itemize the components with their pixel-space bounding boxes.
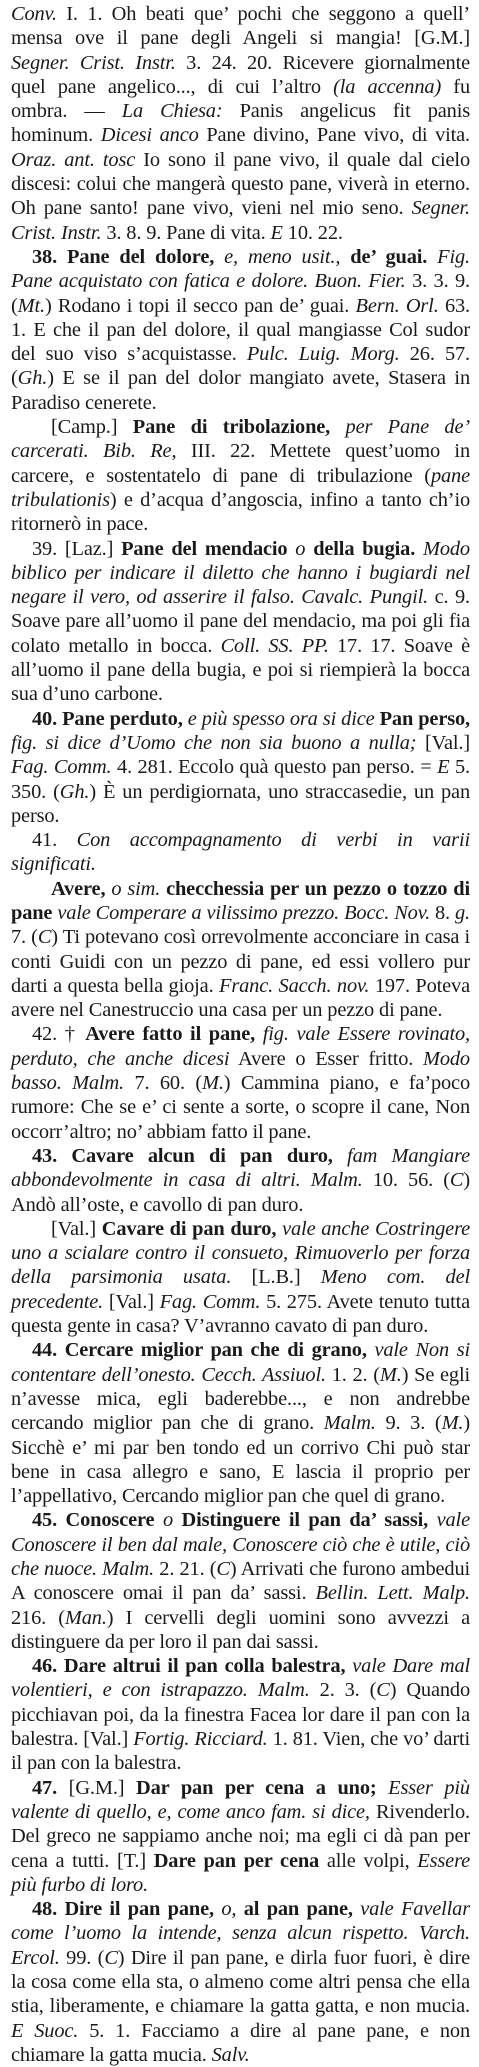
italic-text: (la accenna) xyxy=(333,75,442,98)
italic-text: Gh. xyxy=(59,780,90,803)
body-text: fu ombra. — xyxy=(11,75,470,123)
body-text: 3. 24. 20. Ricevere giornalmente quel pane angelico..., di cui l’altro xyxy=(11,51,470,98)
body-text: ) Rodano i topi il secco pan de’ guai. xyxy=(44,294,356,317)
italic-text: o, xyxy=(213,1898,244,1921)
entry-paragraph-p38b xyxy=(11,415,470,536)
headword: 43. Cavare alcun di pan duro, xyxy=(32,1144,333,1167)
body-text: 42. † xyxy=(32,1023,86,1046)
entry-paragraph-p43b xyxy=(11,1217,470,1338)
italic-text: E Suoc. xyxy=(11,2019,79,2042)
body-text: ) Arrivati che furono ambedui A conoscere omai il pan da’ sassi. xyxy=(11,1558,471,1605)
body-text: 63. 1. E che il pan del dolore, il qual mangiasse Col sudor del suo viso s’acquistasse. xyxy=(11,294,470,366)
headword: Pan perso, xyxy=(379,707,470,730)
italic-text: E xyxy=(437,756,450,779)
body-text: 99. ( xyxy=(59,1946,105,1969)
headword: Dare pan per cena xyxy=(153,1849,320,1872)
body-text: 1. 81. Vien, che vo’ darti il pan con la balestra. xyxy=(11,1728,470,1775)
italic-text: Fag. Comm. xyxy=(11,756,112,779)
italic-text: Meno com. del precedente. xyxy=(11,1266,471,1313)
italic-text: fig. si dice d’Uomo che non sia buono a nulla; xyxy=(11,731,417,754)
body-text: ) I cervelli degli uomini sono avvezzi a distinguere da per loro il pan dai sassi. xyxy=(11,1606,471,1653)
italic-text: vale Dare mal volentieri, e con istrapazzo. Malm. xyxy=(11,1655,470,1702)
body-text: Avere o Esser fritto. xyxy=(229,1047,423,1070)
italic-text: e, meno usit., xyxy=(214,245,351,268)
italic-text: C xyxy=(37,926,52,949)
body-text: 10. 22. xyxy=(282,221,343,244)
italic-text: Con accompagnamento di verbi in varii significati. xyxy=(11,829,470,876)
headword: 44. Cercare miglior pan che di grano, xyxy=(32,1339,367,1362)
body-text: 7. 60. ( xyxy=(124,1072,202,1095)
entry-paragraph-p41a xyxy=(11,877,470,1023)
body-text: 7. ( xyxy=(11,926,38,949)
italic-text: Esser più valente di quello, e, come anco fam. si dice, xyxy=(11,1776,470,1823)
body-text: 41. xyxy=(32,829,77,852)
body-text: 2. 3. ( xyxy=(309,1679,377,1702)
entry-paragraph-p48 xyxy=(11,1897,470,2067)
body-text: III. 22. Mettete quest’uomo in carcere, e sostentatelo di pane di tribulazione ( xyxy=(11,440,470,487)
italic-text: M. xyxy=(441,1412,464,1435)
body-text: 39. [Laz.] xyxy=(32,537,122,560)
body-text: 4. 281. Eccolo quà questo pan perso. = xyxy=(111,756,438,779)
italic-text: Segner. Crist. Instr. xyxy=(11,51,176,74)
body-text: [Val.] xyxy=(103,1290,160,1313)
headword: 45. Conoscere xyxy=(32,1509,155,1532)
body-text: 197. Poteva avere nel Canestruccio una casa per un pezzo di pane. xyxy=(11,974,471,1022)
entry-paragraph-p45 xyxy=(11,1508,470,1654)
body-text: [G.M.] xyxy=(57,1776,137,1799)
italic-text: Essere più furbo di loro. xyxy=(11,1849,471,1896)
italic-text: Franc. Sacch. nov. xyxy=(219,974,370,997)
body-text: 5. 350. ( xyxy=(11,756,470,803)
headword: 47. xyxy=(32,1776,58,1799)
headword: della bugia. xyxy=(313,537,416,560)
italic-text: pane tribulationis xyxy=(11,464,470,511)
italic-text: Dicesi anco xyxy=(100,124,199,147)
body-text: 5. 275. Avete tenuto tutta questa gente in casa? V’avranno cavato di pan duro. xyxy=(11,1290,471,1338)
headword: Dar pan per cena a uno; xyxy=(136,1776,377,1799)
italic-text: o xyxy=(154,1509,182,1532)
entry-paragraph-p37cont xyxy=(11,2,470,245)
body-text: 17. 17. Soave è all’uomo il pane della bugia, e poi si riempierà la bocca sua d’uno carbone. xyxy=(11,634,470,706)
italic-text: o xyxy=(287,537,314,560)
headword: 48. Dire il pan pane, xyxy=(32,1898,214,1921)
entry-paragraph-p39 xyxy=(11,537,470,707)
italic-text: vale Comperare a vilissimo prezzo. Bocc. Nov. xyxy=(52,901,431,924)
body-text: [L.B.] xyxy=(231,1266,321,1289)
italic-text: Man. xyxy=(64,1606,107,1629)
body-text: ) Se egli n’avesse mica, egli baderebbe..., e non andrebbe cercando miglior pan che di grano. xyxy=(11,1363,470,1435)
headword: 38. Pane del dolore, xyxy=(32,245,215,268)
body-text: 216. ( xyxy=(11,1606,65,1629)
italic-text: C xyxy=(104,1946,118,1969)
headword: 46. Dare altrui il pan colla balestra, xyxy=(32,1655,346,1678)
headword: Pane di tribolazione, xyxy=(132,416,331,439)
body-text: ) Dire il pan pane, e dirla fuor fuori, è dire la cosa come ella sta, o almeno come altri pensa che ella stia, liberamente, e chiamare la gatta gatta, e non mucia. xyxy=(11,1946,470,2018)
body-text: ) e d’acqua d’angoscia, infino a tanto ch’io ritornerò in pace. xyxy=(11,488,470,536)
body-text: 2. 21. ( xyxy=(154,1558,217,1580)
entry-paragraph-p42 xyxy=(11,1022,470,1143)
body-text: [Val.] xyxy=(416,731,470,754)
italic-text: o sim. xyxy=(105,877,167,900)
italic-text: Bellin. Lett. Malp. xyxy=(315,1582,470,1605)
body-text: Pane divino, Pane vivo, di vita. xyxy=(198,124,470,147)
entry-paragraph-p44 xyxy=(11,1338,470,1508)
body-text: [Camp.] xyxy=(51,416,133,439)
italic-text: Fig. Pane acquistato con fatica e dolore. Buon. Fier. xyxy=(11,245,470,293)
italic-text: Modo basso. Malm. xyxy=(11,1047,470,1095)
italic-text: vale Conoscere il ben dal male, Conoscere ciò che è utile, ciò che nuoce. Malm. xyxy=(11,1509,470,1580)
body-text: 10. 56. ( xyxy=(362,1169,450,1192)
italic-text: g. xyxy=(455,901,470,924)
italic-text: per Pane de’ carcerati. Bib. Re, xyxy=(11,416,470,463)
italic-text: vale Non si contentare dell’onesto. Cecch. Assiuol. xyxy=(11,1339,470,1386)
body-text: ) E se il pan del dolor mangiato avete, Stasera in Paradiso cenerete. xyxy=(11,367,470,414)
entry-paragraph-p47 xyxy=(11,1776,470,1897)
body-text: 26. 57. ( xyxy=(11,343,470,390)
italic-text: Conv. xyxy=(11,3,57,25)
body-text: alle volpi, xyxy=(319,1849,418,1872)
body-text: ) Andò all’oste, e cavollo di pan duro. xyxy=(11,1169,471,1216)
italic-text: Fortig. Ricciard. xyxy=(133,1728,268,1751)
italic-text: Malm. xyxy=(323,1412,376,1435)
italic-text: e più spesso ora si dice xyxy=(182,707,380,730)
italic-text: Gh. xyxy=(17,367,48,390)
body-text: Panis angelicus fit panis hominum. xyxy=(11,100,470,147)
italic-text: Bern. Orl. xyxy=(355,294,439,317)
italic-text: Fag. Comm. xyxy=(159,1290,261,1313)
italic-text: Salv. xyxy=(211,2043,250,2066)
italic-text: Mt. xyxy=(17,294,45,317)
italic-text: La Chiesa: xyxy=(121,100,223,123)
entry-paragraph-p41 xyxy=(11,828,470,877)
headword: Distinguere il pan da’ sassi, xyxy=(181,1509,429,1532)
body-text: ) Quando picchiavan poi, da la finestra Facea lor dare il pan con la balestra. [Val.] xyxy=(11,1679,470,1751)
headword: al pan pane, xyxy=(243,1898,353,1921)
headword: de’ guai. xyxy=(350,245,428,268)
italic-text: fig. vale Essere rovinato, perduto, che anche dicesi xyxy=(11,1023,471,1070)
body-text: I. 1. Oh beati que’ pochi che seggono a quell’ mensa ove il pane degli Angeli si mangia! [G.M.] xyxy=(11,3,470,50)
body-text: 1. 2. ( xyxy=(325,1363,380,1386)
italic-text: fam Mangiare abbondevolmente in casa di altri. Malm. xyxy=(11,1144,470,1192)
italic-text: vale Favellar come l’uomo la intende, senza alcun rispetto. Varch. Ercol. xyxy=(11,1898,470,1969)
body-text: [Val.] xyxy=(51,1217,102,1240)
headword: Cavare di pan duro, xyxy=(101,1217,277,1240)
body-text: Io sono il pane vivo, il quale dal cielo discesi: colui che mangerà questo pane, viverà in eterno. Oh pane santo! pane vivo, vieni nel mio seno. xyxy=(11,148,470,220)
italic-text: Coll. SS. PP. xyxy=(220,634,329,657)
italic-text: Oraz. ant. tosc xyxy=(11,148,136,171)
italic-text: C xyxy=(216,1558,230,1580)
italic-text: Pulc. Luig. Morg. xyxy=(246,343,400,366)
body-text: 8. xyxy=(430,901,455,924)
entry-paragraph-p43 xyxy=(11,1144,470,1217)
headword: Pane del mendacio xyxy=(121,537,288,560)
body-text: Rivenderlo. Del greco ne sappiamo anche noi; ma egli ci dà pan per cena a tutti. [T.] xyxy=(11,1800,471,1872)
headword: checchessia per un pezzo o tozzo di pane xyxy=(11,877,470,924)
italic-text: M. xyxy=(379,1363,402,1386)
body-text: 5. 1. Facciamo a dire al pane pane, e non chiamare la gatta mucia. xyxy=(11,2019,470,2066)
body-text: 9. 3. ( xyxy=(375,1412,442,1435)
body-text: ) Cammina piano, e fa’poco rumore: Che se e’ ci sente a sorte, o scopre il cane, Non occorr’altro; no’ abbiam fatto il pane. xyxy=(11,1072,470,1143)
italic-text: Segner. Crist. Instr. xyxy=(11,197,470,244)
body-text: c. 9. Soave pare all’uomo il pane del mendacio, ma poi gli fia colato metallo in bocca. xyxy=(11,586,470,657)
entry-paragraph-p46 xyxy=(11,1654,470,1775)
body-text: ) È un perdigiornata, uno straccasedie, un pan perso. xyxy=(11,780,471,827)
body-text: ) Ti potevano così orrevolmente acconciare in casa i conti Guidi con un pezzo di pane, ed essi vollero pur darti a questa bella gioja. xyxy=(11,926,471,997)
italic-text: C xyxy=(449,1169,464,1192)
body-text: ) Sicchè e’ mi par ben tondo ed un corrivo Chi può star bene in casa allegro e sano, E lascia il proprio per l’appellativo, Cercando miglior pan che quel di grano. xyxy=(11,1412,470,1508)
entry-paragraph-p38 xyxy=(11,245,470,415)
entry-paragraph-p40 xyxy=(11,707,470,828)
italic-text: Modo biblico per indicare il diletto che hanno i bugiardi nel negare il vero, od asserire il falso. Cavalc. Pungil. xyxy=(11,537,470,609)
headword: 40. Pane perduto, xyxy=(32,707,183,730)
body-text: 3. 3. 9. ( xyxy=(11,270,470,317)
italic-text: E xyxy=(270,221,283,244)
italic-text: vale anche Costringere uno a scialare contro il consueto, Rimuoverlo per forza della parsimonia usata. xyxy=(11,1217,470,1289)
headword: Avere fatto il pane, xyxy=(85,1023,256,1046)
headword: Avere, xyxy=(51,877,106,900)
italic-text: M. xyxy=(201,1072,224,1095)
italic-text: C xyxy=(376,1679,390,1702)
body-text: 3. 8. 9. Pane di vita. xyxy=(101,221,271,244)
